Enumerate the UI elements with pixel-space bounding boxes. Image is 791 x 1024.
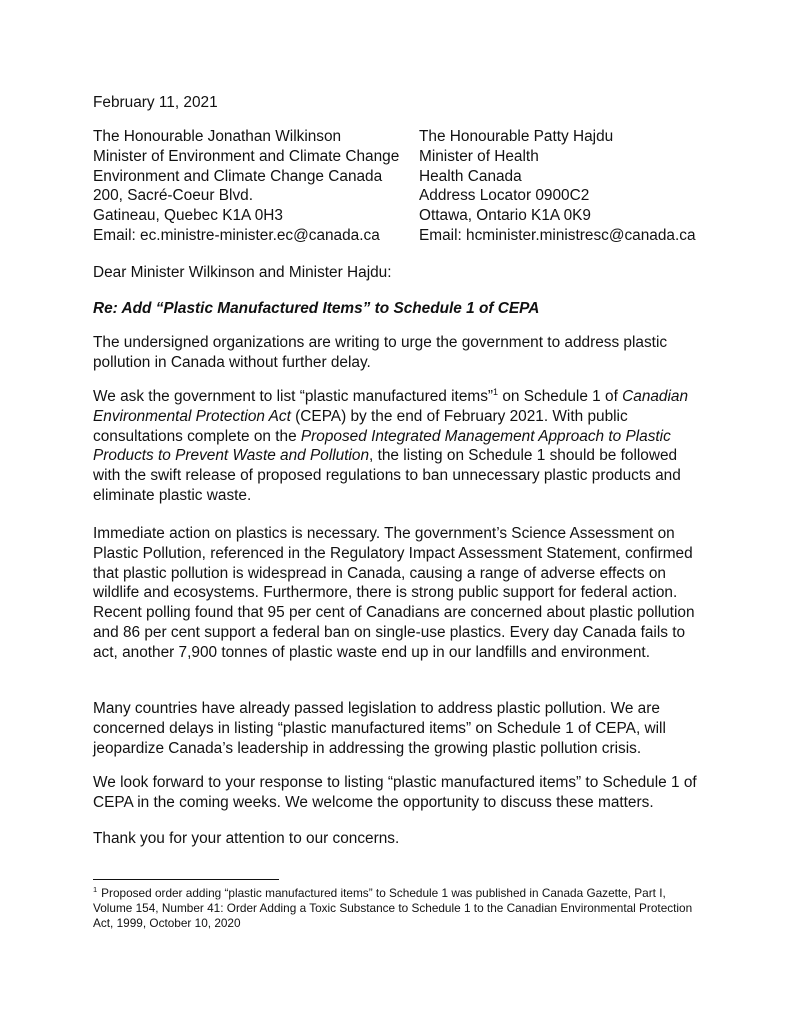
recipient-city: Gatineau, Quebec K1A 0H3: [93, 207, 283, 225]
footnote-mark: 1: [93, 885, 98, 894]
paragraph-text: on Schedule 1 of: [498, 388, 623, 405]
recipient-name: The Honourable Jonathan Wilkinson: [93, 128, 342, 145]
recipient-street: Address Locator 0900C2: [419, 187, 590, 205]
recipient-title: Minister of Environment and Climate Change: [93, 147, 400, 165]
letter-date: February 11, 2021: [93, 94, 218, 111]
recipient-department: Environment and Climate Change Canada: [93, 167, 383, 185]
paragraph-intro: The undersigned organizations are writing to urge the government to address plastic pollution in Canada without further delay.: [93, 334, 668, 371]
paragraph-request: [93, 387, 703, 506]
recipient-address-hajdu: [419, 127, 696, 246]
recipient-email: Email: ec.ministre-minister.ec@canada.ca: [93, 226, 380, 244]
paragraph-text: (CEPA) by the end of February 2021. With public consultations complete on the: [93, 407, 628, 445]
recipient-email: Email: hcminister.ministresc@canada.ca: [419, 226, 696, 244]
recipient-name: The Honourable Patty Hajdu: [419, 128, 614, 145]
paragraph-text: We ask the government to list “plastic manufactured items”: [93, 388, 494, 405]
recipient-department: Health Canada: [419, 167, 522, 185]
footnote-reference: 1: [493, 387, 499, 397]
salutation: Dear Minister Wilkinson and Minister Hajdu:: [93, 264, 392, 281]
paragraph-other-countries: Many countries have already passed legislation to address plastic pollution. We are concerned delays in listing “plastic manufactured items” on Schedule 1 of CEPA, will jeopardize Canada’s leadership in addressing the growing plastic pollution crisis.: [93, 700, 666, 757]
subject-line: Re: Add “Plastic Manufactured Items” to Schedule 1 of CEPA: [93, 300, 540, 317]
footnote-divider: [93, 879, 279, 880]
footnote-text: Proposed order adding “plastic manufactured items” to Schedule 1 was published in Canada Gazette, Part I, Volume 154, Number 41: Order Adding a Toxic Substance to Schedule 1 to the Canadian Environmental Protection Act, 1999, October 10, 2020: [93, 886, 693, 931]
footnote: [93, 886, 703, 932]
recipient-city: Ottawa, Ontario K1A 0K9: [419, 207, 591, 225]
paragraph-look-forward: We look forward to your response to listing “plastic manufactured items” to Schedule 1 of CEPA in the coming weeks. We welcome the opportunity to discuss these matters.: [93, 774, 697, 811]
recipient-title: Minister of Health: [419, 147, 539, 165]
recipient-street: 200, Sacré-Coeur Blvd.: [93, 187, 253, 205]
paragraph-text: , the listing on Schedule 1 should be followed with the swift release of proposed regulations to ban unnecessary plastic products and eliminate plastic waste.: [93, 447, 681, 504]
paragraph-thank-you: Thank you for your attention to our concerns.: [93, 830, 400, 847]
recipient-address-wilkinson: [93, 127, 399, 246]
paragraph-immediate-action: Immediate action on plastics is necessary. The government’s Science Assessment on Plastic Pollution, referenced in the Regulatory Impact Assessment Statement, confirmed that plastic pollution is widespread in Canada, causing a range of adverse effects on wildlife and ecosystems. Furthermore, there is strong public support for federal action. Recent polling found that 95 per cent of Canadians are concerned about plastic pollution and 86 per cent support a federal ban on single-use plastics. Every day Canada fails to act, another 7,900 tonnes of plastic waste end up in our landfills and environment.: [93, 525, 695, 661]
act-title: Canadian Environmental Protection Act: [93, 388, 689, 425]
approach-title: Proposed Integrated Management Approach to Plastic Products to Prevent Waste and Pollution: [93, 427, 671, 465]
